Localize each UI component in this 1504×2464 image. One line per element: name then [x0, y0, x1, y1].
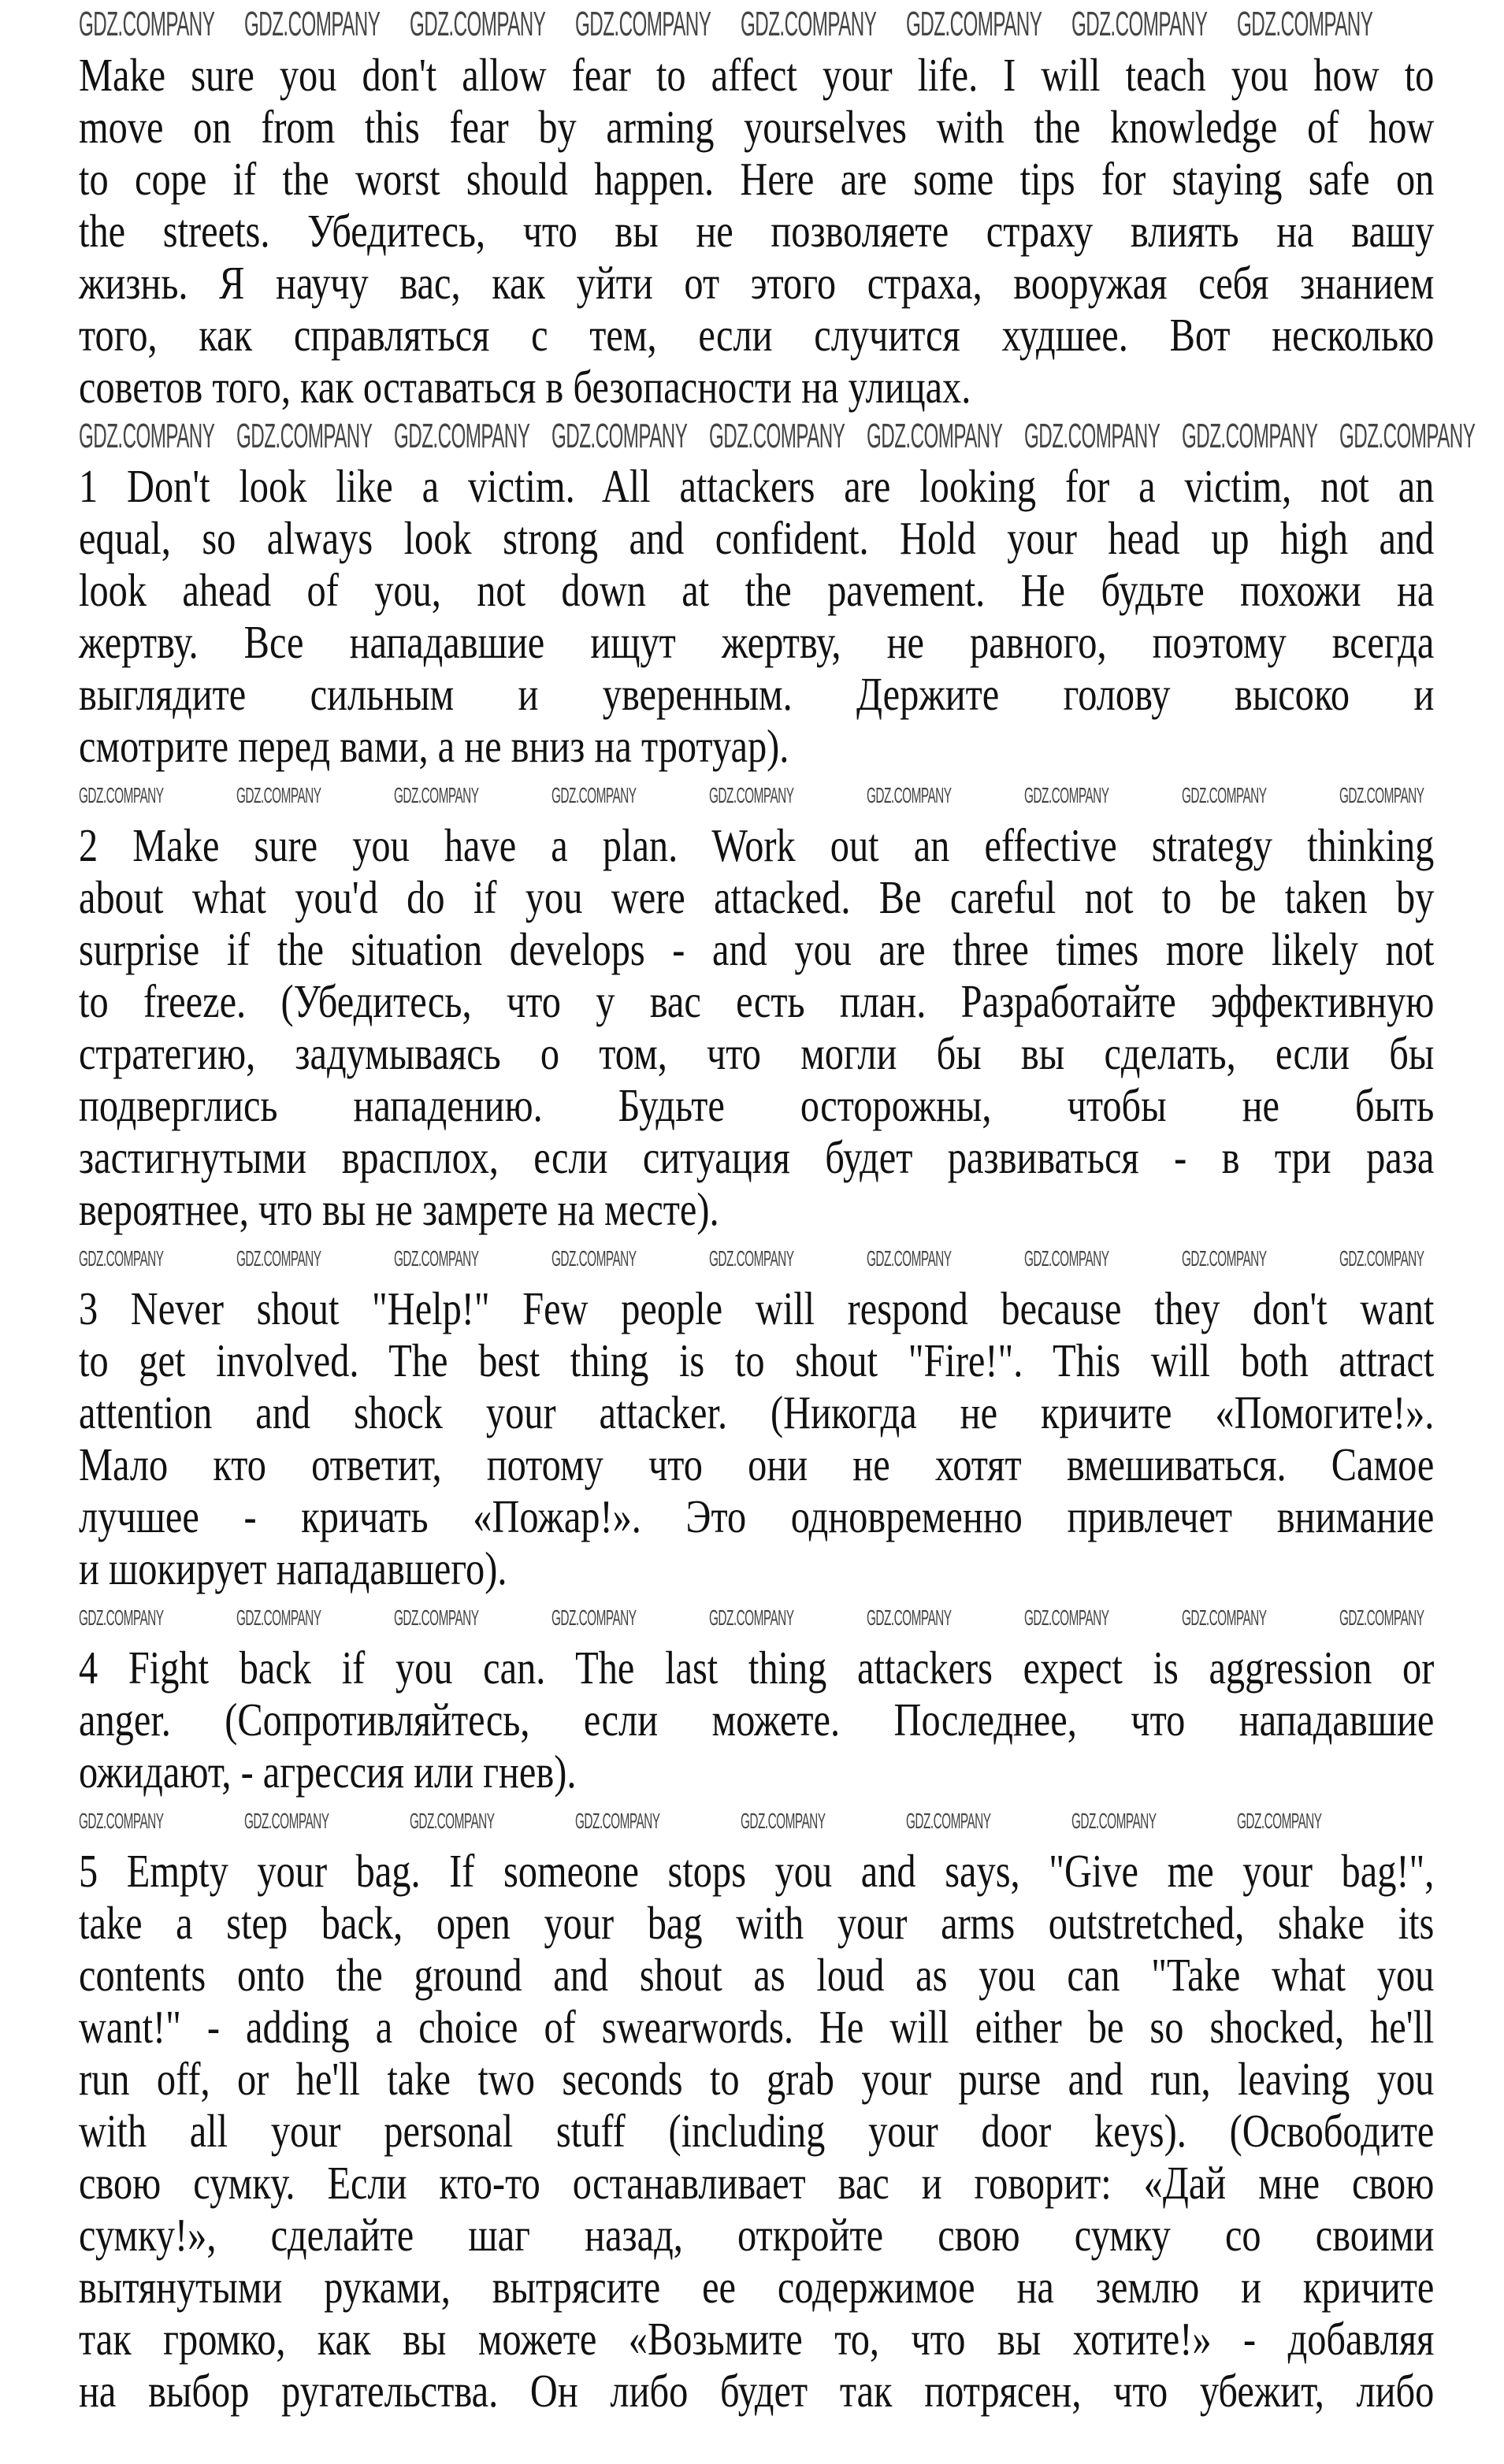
watermark: GDZ.COMPANY: [741, 5, 877, 43]
watermark: GDZ.COMPANY: [1182, 783, 1267, 807]
watermark: GDZ.COMPANY: [79, 1605, 164, 1630]
watermark: GDZ.COMPANY: [575, 1809, 660, 1833]
text-line: to freeze. (Убедитесь, что у вас есть план. Разработайте эффективную: [79, 975, 1435, 1027]
text-line: жизнь. Я научу вас, как уйти от этого страха, вооружая себя знанием: [79, 257, 1435, 309]
watermark: GDZ.COMPANY: [244, 1809, 329, 1833]
text-line: contents onto the ground and shout as loud as you can "Take what you: [79, 1949, 1435, 2001]
watermark: GDZ.COMPANY: [1182, 1246, 1267, 1271]
text-line: вытянутыми руками, вытрясите ее содержимое на землю и кричите: [79, 2261, 1435, 2313]
watermark: GDZ.COMPANY: [1339, 1246, 1424, 1271]
text-line: to cope if the worst should happen. Here are some tips for staying safe on: [79, 153, 1435, 205]
text-line: выглядите сильным и уверенным. Держите голову высоко и: [79, 668, 1435, 720]
text-line: на выбор ругательства. Он либо будет так потрясен, что убежит, либо: [79, 2365, 1435, 2417]
watermark: GDZ.COMPANY: [867, 783, 952, 807]
watermark: GDZ.COMPANY: [79, 5, 215, 43]
watermark: GDZ.COMPANY: [551, 783, 637, 807]
watermark: GDZ.COMPANY: [741, 1809, 826, 1833]
watermark: GDZ.COMPANY: [575, 5, 711, 43]
text-line: и шокирует нападавшего).: [79, 1542, 507, 1594]
text-line: attention and shock your attacker. (Никогда не кричите «Помогите!».: [79, 1386, 1435, 1438]
text-line: equal, so always look strong and confident. Hold your head up high and: [79, 512, 1435, 564]
text-line: 1 Don't look like a victim. All attackers are looking for a victim, not an: [79, 460, 1435, 512]
watermark: GDZ.COMPANY: [906, 5, 1042, 43]
watermark: GDZ.COMPANY: [709, 1246, 794, 1271]
text-line: ожидают, - агрессия или гнев).: [79, 1746, 577, 1798]
watermark: GDZ.COMPANY: [551, 417, 688, 455]
text-line: стратегию, задумываясь о том, что могли бы вы сделать, если бы: [79, 1027, 1435, 1079]
watermark: GDZ.COMPANY: [1237, 1809, 1322, 1833]
text-line: вероятнее, что вы не замрете на месте).: [79, 1183, 719, 1235]
paragraph: [79, 1282, 1434, 1594]
text-line: застигнутыми врасплох, если ситуация будет развиваться - в три раза: [79, 1131, 1435, 1183]
watermark: GDZ.COMPANY: [1024, 1605, 1109, 1630]
watermark: GDZ.COMPANY: [1024, 783, 1109, 807]
text-line: свою сумку. Если кто-то останавливает вас и говорит: «Дай мне свою: [79, 2157, 1435, 2209]
text-line: to get involved. The best thing is to shout "Fire!". This will both attract: [79, 1334, 1435, 1386]
watermark: GDZ.COMPANY: [1024, 417, 1160, 455]
text-line: surprise if the situation develops - and you are three times more likely not: [79, 923, 1435, 975]
text-line: take a step back, open your bag with your arms outstretched, shake its: [79, 1897, 1435, 1949]
paragraph: [79, 460, 1434, 772]
paragraph: [79, 1642, 1434, 1798]
watermark: GDZ.COMPANY: [236, 1246, 321, 1271]
watermark: GDZ.COMPANY: [1024, 1246, 1109, 1271]
text-line: подверглись нападению. Будьте осторожны, чтобы не быть: [79, 1079, 1435, 1131]
watermark: GDZ.COMPANY: [551, 1605, 637, 1630]
watermark: GDZ.COMPANY: [867, 1246, 952, 1271]
text-line: так громко, как вы можете «Возьмите то, что вы хотите!» - добавляя: [79, 2313, 1435, 2365]
watermark: GDZ.COMPANY: [1071, 5, 1208, 43]
watermark: GDZ.COMPANY: [709, 1605, 794, 1630]
text-line: about what you'd do if you were attacked. Be careful not to be taken by: [79, 871, 1435, 923]
text-line: move on from this fear by arming yourselves with the knowledge of how: [79, 101, 1435, 153]
watermark: GDZ.COMPANY: [79, 783, 164, 807]
watermark: GDZ.COMPANY: [1071, 1809, 1157, 1833]
watermark: GDZ.COMPANY: [79, 1246, 164, 1271]
text-line: Make sure you don't allow fear to affect your life. I will teach you how to: [79, 49, 1435, 101]
text-line: anger. (Сопротивляйтесь, если можете. Последнее, что нападавшие: [79, 1694, 1435, 1746]
watermark: GDZ.COMPANY: [1237, 5, 1373, 43]
watermark: GDZ.COMPANY: [709, 783, 794, 807]
watermark: GDZ.COMPANY: [236, 1605, 321, 1630]
paragraph: [79, 819, 1434, 1235]
watermark: GDZ.COMPANY: [394, 1605, 479, 1630]
text-line: want!" - adding a choice of swearwords. He will either be so shocked, he'll: [79, 2001, 1435, 2053]
watermark: GDZ.COMPANY: [906, 1809, 991, 1833]
watermark: GDZ.COMPANY: [1339, 1605, 1424, 1630]
watermark: GDZ.COMPANY: [1182, 417, 1318, 455]
text-line: with all your personal stuff (including your door keys). (Освободите: [79, 2105, 1435, 2157]
text-line: того, как справляться с тем, если случится худшее. Вот несколько: [79, 309, 1435, 361]
watermark: GDZ.COMPANY: [236, 417, 373, 455]
text-line: лучшее - кричать «Пожар!». Это одновременно привлечет внимание: [79, 1490, 1435, 1542]
watermark: GDZ.COMPANY: [394, 1246, 479, 1271]
text-line: look ahead of you, not down at the pavement. Не будьте похожи на: [79, 564, 1435, 616]
text-line: 3 Never shout "Help!" Few people will respond because they don't want: [79, 1282, 1435, 1334]
watermark: GDZ.COMPANY: [244, 5, 381, 43]
watermark: GDZ.COMPANY: [79, 1809, 164, 1833]
watermark: GDZ.COMPANY: [1339, 417, 1476, 455]
text-line: 5 Empty your bag. If someone stops you and says, "Give me your bag!",: [79, 1845, 1435, 1897]
text-line: the streets. Убедитесь, что вы не позволяете страху влиять на вашу: [79, 205, 1435, 257]
text-line: смотрите перед вами, а не вниз на тротуар).: [79, 720, 789, 772]
watermark: GDZ.COMPANY: [867, 417, 1003, 455]
text-line: жертву. Все нападавшие ищут жертву, не равного, поэтому всегда: [79, 616, 1435, 668]
watermark: GDZ.COMPANY: [1339, 783, 1424, 807]
text-line: советов того, как оставаться в безопасности на улицах.: [79, 361, 971, 413]
paragraph: [79, 1845, 1434, 2417]
watermark: GDZ.COMPANY: [236, 783, 321, 807]
text-line: сумку!», сделайте шаг назад, откройте свою сумку со своими: [79, 2209, 1435, 2261]
text-line: run off, or he'll take two seconds to grab your purse and run, leaving you: [79, 2053, 1435, 2105]
watermark: GDZ.COMPANY: [410, 1809, 495, 1833]
watermark: GDZ.COMPANY: [394, 417, 530, 455]
watermark: GDZ.COMPANY: [867, 1605, 952, 1630]
watermark: GDZ.COMPANY: [410, 5, 546, 43]
text-line: 4 Fight back if you can. The last thing attackers expect is aggression or: [79, 1642, 1435, 1694]
watermark: GDZ.COMPANY: [551, 1246, 637, 1271]
watermark: GDZ.COMPANY: [709, 417, 845, 455]
watermark: GDZ.COMPANY: [79, 417, 215, 455]
watermark: GDZ.COMPANY: [1182, 1605, 1267, 1630]
text-line: Мало кто ответит, потому что они не хотят вмешиваться. Самое: [79, 1438, 1435, 1490]
watermark: GDZ.COMPANY: [394, 783, 479, 807]
text-line: 2 Make sure you have a plan. Work out an effective strategy thinking: [79, 819, 1435, 871]
paragraph: [79, 49, 1434, 413]
